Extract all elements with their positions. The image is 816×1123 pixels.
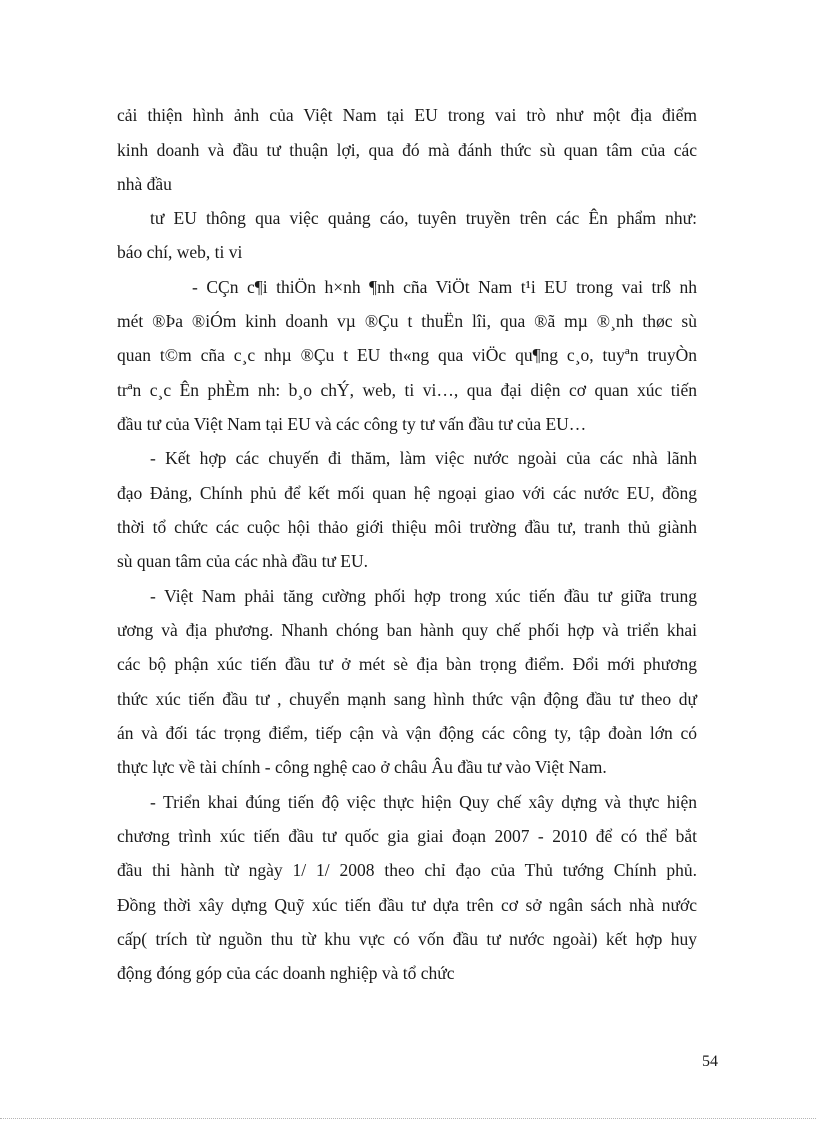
text-line: các bộ phận xúc tiến đầu tư ở mét sè địa bàn trọng điểm. Đổi mới phương xyxy=(117,654,697,674)
text-line xyxy=(117,240,697,264)
text-line: cấp( trích từ nguồn thu từ khu vực có vốn đầu tư nước ngoài) kết hợp huy xyxy=(117,929,697,949)
text-line: cải thiện hình ảnh của Việt Nam tại EU trong vai trò như một địa điểm xyxy=(117,105,697,125)
text-line: sù quan tâm của các nhà đầu tư EU. xyxy=(117,551,368,571)
text-line: thực lực về tài chính - công nghệ cao ở châu Âu đầu tư vào Việt Nam. xyxy=(117,757,607,777)
text-line: đầu thi hành từ ngày 1/ 1/ 2008 theo chỉ đạo của Thủ tướng Chính phủ. xyxy=(117,860,697,880)
text-line: kinh doanh và đầu tư thuận lợi, qua đó mà đánh thức sù quan tâm của các xyxy=(117,140,697,160)
text-line: trªn c¸c Ên phÈm nh: b¸o chÝ, web, ti vi…, qua đại diện cơ quan xúc tiến xyxy=(117,380,697,400)
text-line: án và đối tác trọng điểm, tiếp cận và vận động các công ty, tập đoàn lớn có xyxy=(117,723,697,743)
text-line: đầu tư của Việt Nam tại EU và các công ty tư vấn đầu tư của EU… xyxy=(117,414,587,434)
page-number: 54 xyxy=(702,1053,718,1070)
text-line: - Việt Nam phải tăng cường phối hợp trong xúc tiến đầu tư giữa trung xyxy=(150,586,697,606)
text-line xyxy=(117,172,697,196)
text-line: quan t©m cña c¸c nhµ ®Çu t EU th«ng qua viÖc qu¶ng c¸o, tuyªn truyÒn xyxy=(117,345,697,365)
text-line: thời tổ chức các cuộc hội thảo giới thiệu môi trường đầu tư, tranh thủ giành xyxy=(117,517,697,537)
text-line: ương và địa phương. Nhanh chóng ban hành quy chế phối hợp và triển khai xyxy=(117,620,697,640)
footer-divider xyxy=(0,1118,816,1119)
text-fragment: báo chí, web, ti vi xyxy=(117,242,243,262)
text-line: - Kết hợp các chuyến đi thăm, làm việc nước ngoài của các nhà lãnh xyxy=(150,448,697,468)
text-line: tư EU thông qua việc quảng cáo, tuyên truyền trên các Ên phẩm như: xyxy=(150,208,697,228)
text-line: Đồng thời xây dựng Quỹ xúc tiến đầu tư dựa trên cơ sở ngân sách nhà nước xyxy=(117,895,697,915)
text-line: - Triển khai đúng tiến độ việc thực hiện Quy chế xây dựng và thực hiện xyxy=(150,792,697,812)
text-line: chương trình xúc tiến đầu tư quốc gia giai đoạn 2007 - 2010 để có thể bắt xyxy=(117,826,697,846)
text-fragment: nhà đầu xyxy=(117,174,172,194)
text-line: đạo Đảng, Chính phủ để kết mối quan hệ ngoại giao với các nước EU, đồng xyxy=(117,483,697,503)
text-line: thức xúc tiến đầu tư , chuyển mạnh sang hình thức vận động đầu tư theo dự xyxy=(117,689,697,709)
text-line: mét ®Þa ®iÓm kinh doanh vµ ®Çu t thuËn lîi, qua ®ã mµ ®¸nh thøc sù xyxy=(117,311,697,331)
text-line: - CÇn c¶i thiÖn h×nh ¶nh cña ViÖt Nam t¹i EU trong vai trß nh xyxy=(192,277,697,297)
text-line: động đóng góp của các doanh nghiệp và tổ chức xyxy=(117,963,455,983)
